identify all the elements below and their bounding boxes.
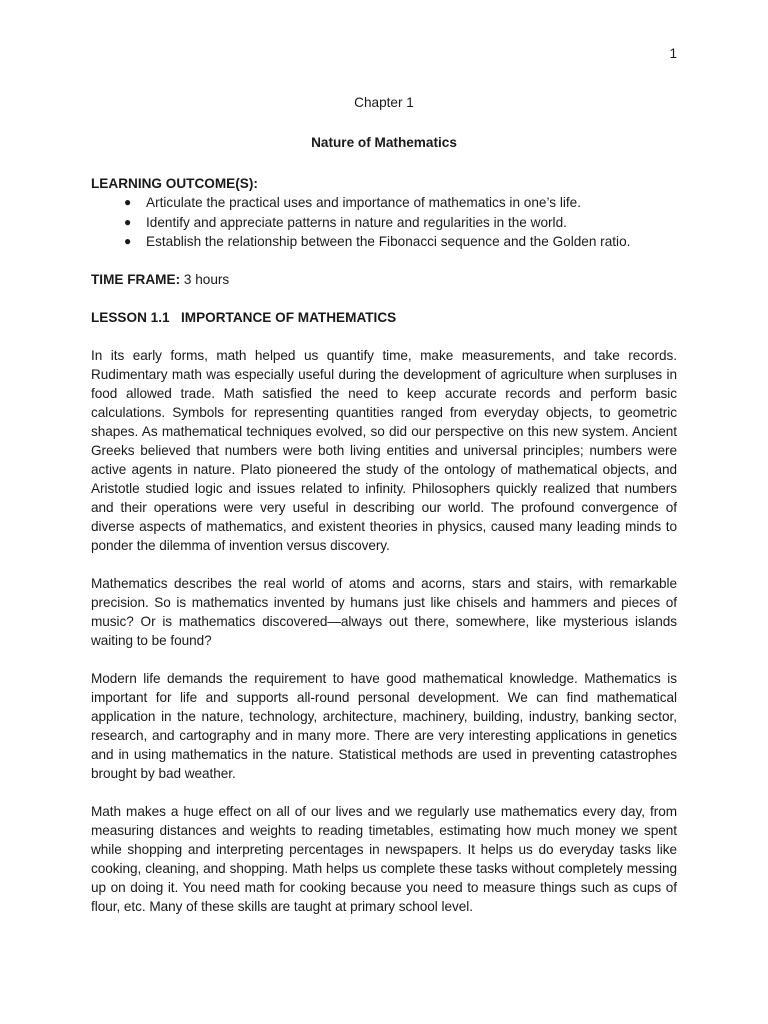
- time-frame: [91, 270, 677, 289]
- bullet-icon: ●: [124, 234, 132, 248]
- learning-outcome-item: [124, 232, 677, 252]
- body-paragraph: Mathematics describes the real world of atoms and acorns, stars and stairs, with remarkable precision. So is mathematics invented by humans just like chisels and hammers and pieces of music? Or is mathematics discovered—always out there, somewhere, like mysterious islands waiting to be found?: [91, 575, 677, 648]
- time-frame-label: TIME FRAME:: [91, 271, 181, 287]
- learning-outcome-text: Establish the relationship between the Fibonacci sequence and the Golden ratio.: [146, 234, 631, 249]
- lesson-heading: [91, 308, 677, 327]
- lesson-number: LESSON 1.1: [91, 309, 170, 325]
- learning-outcome-text: Identify and appreciate patterns in nature and regularities in the world.: [146, 214, 567, 230]
- time-frame-value: 3 hours: [180, 271, 230, 287]
- bullet-icon: ●: [124, 195, 132, 209]
- page-number: 1: [669, 46, 677, 61]
- learning-outcomes-heading: LEARNING OUTCOME(S):: [91, 176, 258, 191]
- body-paragraph: Modern life demands the requirement to have good mathematical knowledge. Mathematics is important for life and supports all-round personal development. We can find mathematical application in the nature, technology, architecture, machinery, building, industry, banking sector, research, and cartography and in many more. There are very interesting applications in genetics and in using mathematics in the nature. Statistical methods are used in preventing catastrophes brought by bad weather.: [91, 670, 677, 781]
- bullet-icon: ●: [124, 214, 132, 229]
- chapter-label: Chapter 1: [354, 95, 414, 110]
- learning-outcomes-list: [91, 193, 677, 252]
- chapter-title: Nature of Mathematics: [311, 135, 457, 150]
- page-content: [91, 93, 677, 916]
- learning-outcome-item: [124, 213, 677, 233]
- body-paragraph: Math makes a huge effect on all of our lives and we regularly use mathematics every day, from measuring distances and weights to reading timetables, estimating how much money we spent while shopping and interpreting percentages in newspapers. It helps us do everyday tasks like cooking, cleaning, and shopping. Math helps us complete these tasks without completely messing up on doing it. You need math for cooking because you need to measure things such as cups of flour, etc. Many of these skills are taught at primary school level.: [91, 803, 677, 914]
- learning-outcome-item: [124, 193, 677, 213]
- lesson-title: IMPORTANCE OF MATHEMATICS: [181, 309, 397, 325]
- body-paragraph: In its early forms, math helped us quantify time, make measurements, and take records. Rudimentary math was especially useful during the development of agriculture when surpluses in food allowed trade. Math satisfied the need to keep accurate records and perform basic calculations. Symbols for representing quantities ranged from everyday objects, to geometric shapes. As mathematical techniques evolved, so did our perspective on this new system. Ancient Greeks believed that numbers were both living entities and universal principles; numbers were active agents in nature. Plato pioneered the study of the ontology of mathematical objects, and Aristotle studied logic and issues related to infinity. Philosophers quickly realized that numbers and their operations were very useful in describing our world. The profound convergence of diverse aspects of mathematics, and existent theories in physics, caused many leading minds to ponder the dilemma of invention versus discovery.: [91, 347, 677, 553]
- learning-outcome-text: Articulate the practical uses and importance of mathematics in one’s life.: [146, 195, 581, 210]
